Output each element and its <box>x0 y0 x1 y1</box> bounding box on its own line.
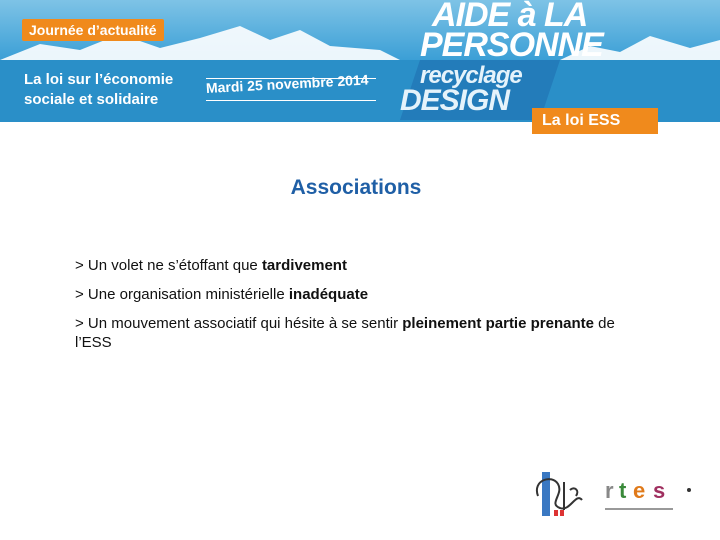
event-date: Mardi 25 novembre 2014 <box>205 71 369 96</box>
svg-text:e: e <box>633 478 646 503</box>
brand-line4: DESIGN <box>400 84 510 117</box>
header-banner <box>0 0 720 122</box>
bullet-item: > Un mouvement associatif qui hésite à se sentir pleinement partie prenante de l’ESS <box>75 315 615 351</box>
banner-title-line2: sociale et solidaire <box>24 91 159 108</box>
bullet-list <box>75 256 635 362</box>
banner-title <box>24 70 173 110</box>
event-type-tag: Journée d’actualité <box>22 19 164 41</box>
bullet-item: > Un volet ne s’étoffant que tardivement <box>75 257 347 274</box>
slide-heading: Associations <box>290 176 422 199</box>
brand-line3: recyclage <box>420 62 522 89</box>
svg-text:t: t <box>619 478 627 503</box>
brand-line2: PERSONNE <box>420 26 603 64</box>
date-bottom-rule <box>206 100 376 101</box>
rtes-logo <box>603 476 695 518</box>
svg-text:s: s <box>653 478 666 503</box>
banner-title-line1: La loi sur l’économie <box>24 71 174 88</box>
svg-text:r: r <box>605 478 614 503</box>
brand-line1: AIDE à LA <box>432 0 588 34</box>
bullet-item: > Une organisation ministérielle inadéquate <box>75 286 369 303</box>
chfpt-logo <box>530 470 592 520</box>
section-tag: La loi ESS <box>532 108 658 134</box>
